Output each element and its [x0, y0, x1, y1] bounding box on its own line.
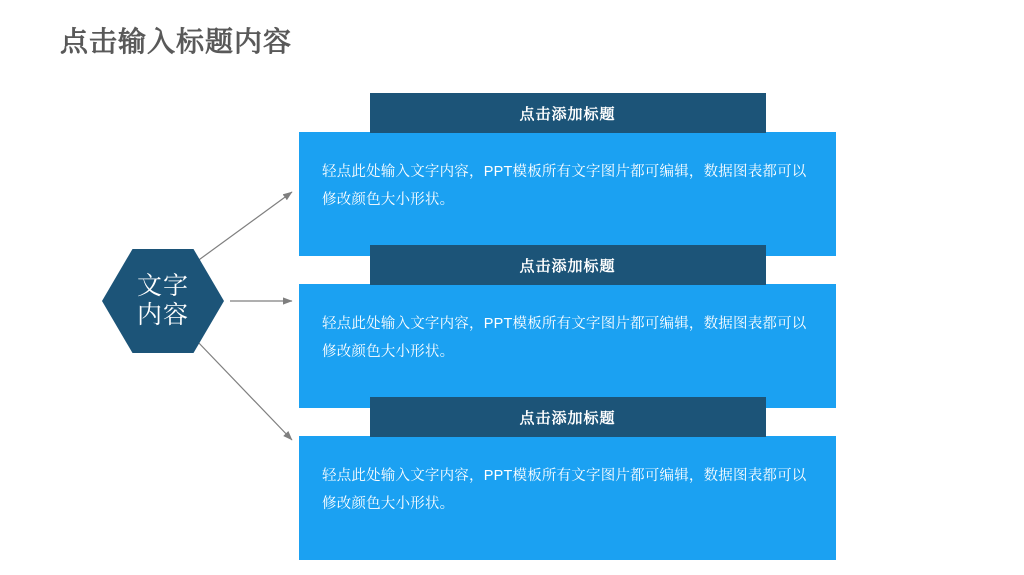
content-row[interactable]	[299, 93, 836, 256]
row-header-label: 点击添加标题	[519, 257, 616, 275]
arrow-to-row-3	[196, 340, 292, 440]
row-header-label: 点击添加标题	[519, 409, 616, 427]
row-body-text: 轻点此处输入文字内容，PPT模板所有文字图片都可编辑，数据图表都可以修改颜色大小形状。	[322, 468, 807, 513]
page-title: 点击输入标题内容	[60, 26, 293, 57]
row-body-panel[interactable]	[299, 436, 836, 560]
hexagon-label-line-1: 文字	[136, 271, 189, 300]
hexagon-label-line-2: 内容	[136, 301, 189, 329]
content-row[interactable]	[299, 245, 836, 408]
hexagon-node[interactable]	[102, 249, 224, 353]
row-body-panel[interactable]	[299, 284, 836, 408]
row-body-text: 轻点此处输入文字内容，PPT模板所有文字图片都可编辑，数据图表都可以修改颜色大小形状。	[322, 316, 807, 361]
row-header-banner[interactable]	[370, 397, 766, 437]
row-header-banner[interactable]	[370, 245, 766, 285]
row-body-panel[interactable]	[299, 132, 836, 256]
row-body-text: 轻点此处输入文字内容，PPT模板所有文字图片都可编辑，数据图表都可以修改颜色大小形状。	[322, 164, 807, 209]
content-row[interactable]	[299, 397, 836, 560]
row-header-banner[interactable]	[370, 93, 766, 133]
hexagon-label	[102, 249, 224, 353]
row-header-label: 点击添加标题	[519, 105, 616, 123]
